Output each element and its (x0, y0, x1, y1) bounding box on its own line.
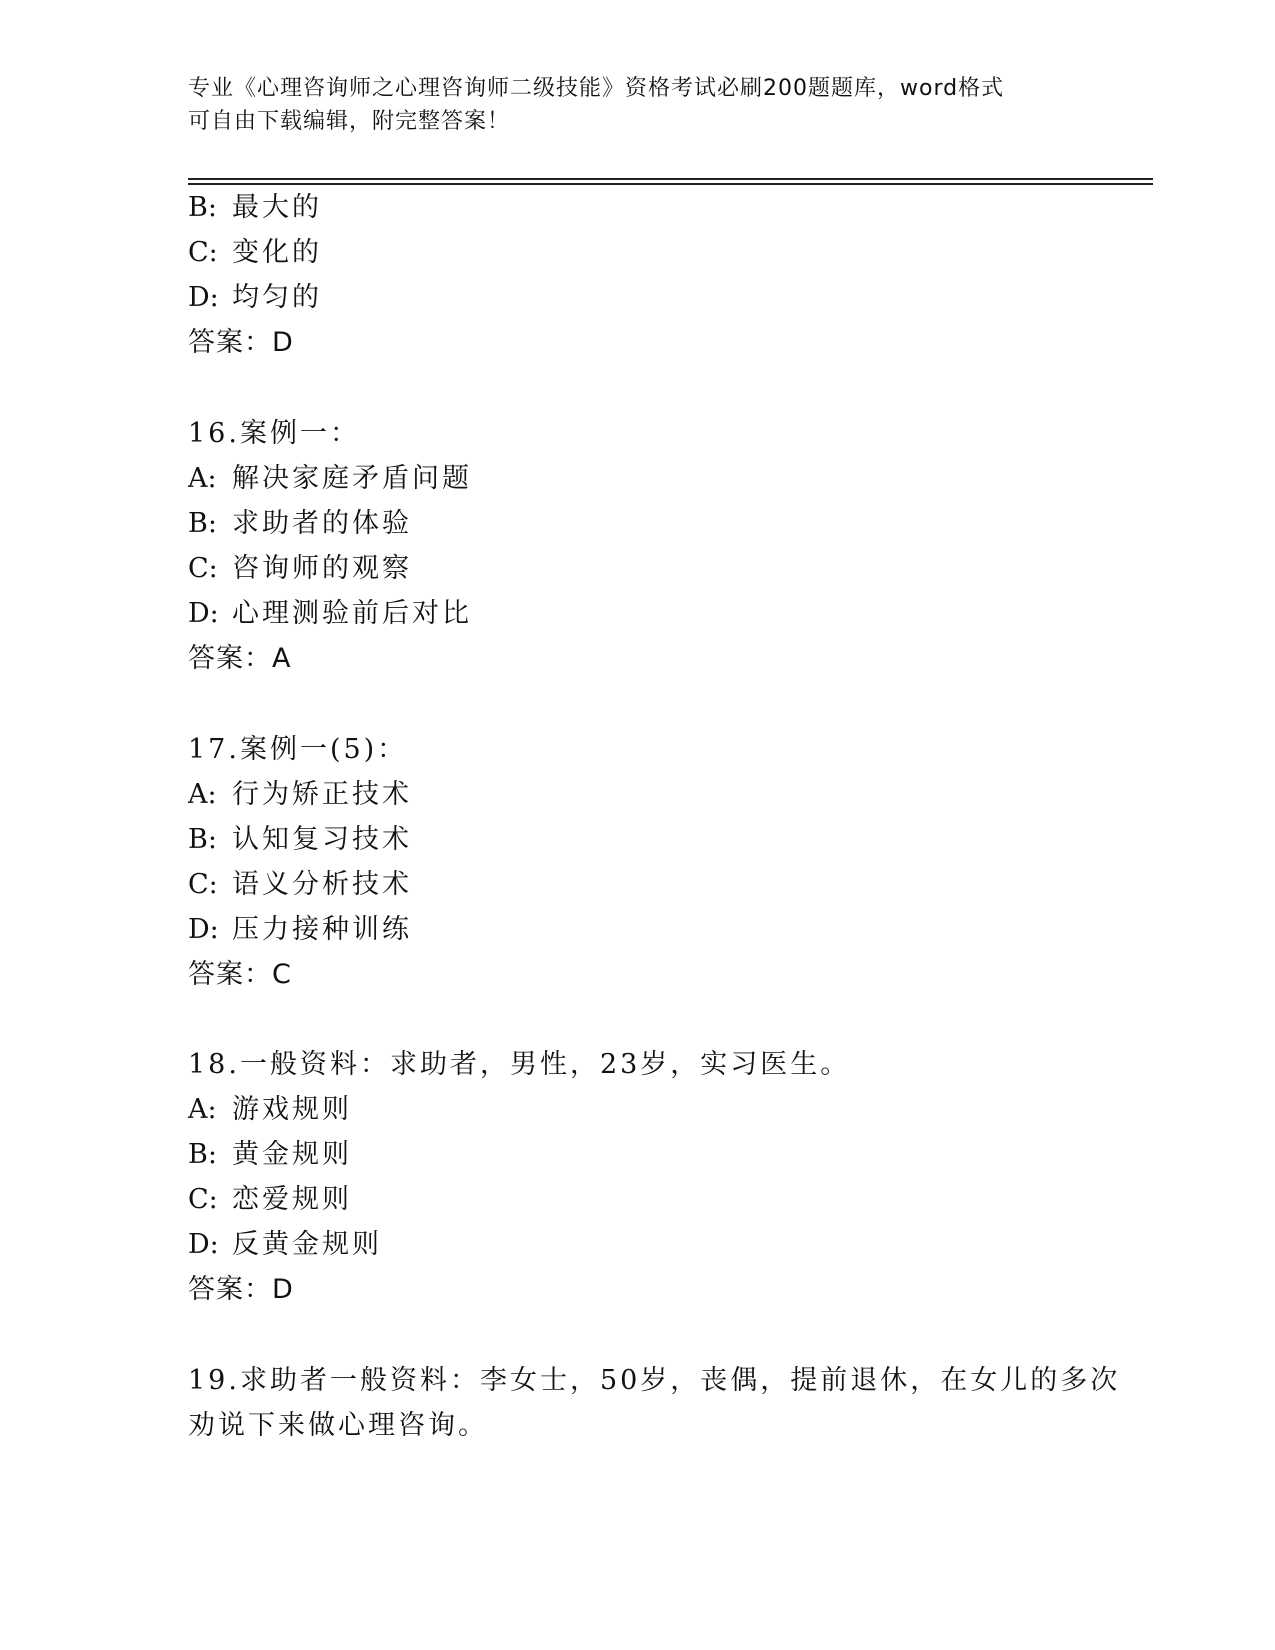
answer-line: 答案：A (188, 643, 292, 674)
option-text: 解决家庭矛盾问题 (232, 463, 472, 494)
question-stem-continuation: 劝说下来做心理咨询。 (188, 1410, 488, 1441)
option-text: 最大的 (232, 192, 322, 223)
option-b (188, 1138, 352, 1172)
option-text: 求助者的体验 (232, 508, 412, 539)
option-text: 游戏规则 (232, 1094, 352, 1125)
option-c (188, 236, 322, 270)
option-label: D: (188, 914, 219, 945)
option-text: 行为矫正技术 (232, 779, 412, 810)
option-d (188, 281, 322, 315)
question-stem: 19.求助者一般资料：李女士，50岁，丧偶，提前退休，在女儿的多次 (188, 1365, 1121, 1396)
option-label: C: (188, 553, 218, 584)
question-stem: 17.案例一(5)： (188, 734, 408, 765)
option-label: C: (188, 237, 218, 268)
option-text: 均匀的 (232, 282, 322, 313)
option-d (188, 1228, 382, 1262)
option-label: C: (188, 869, 218, 900)
option-label: B: (188, 1139, 217, 1170)
option-text: 咨询师的观察 (232, 553, 412, 584)
option-text: 压力接种训练 (232, 914, 412, 945)
option-text: 心理测验前后对比 (232, 598, 472, 629)
option-label: A: (188, 1094, 217, 1125)
option-text: 恋爱规则 (232, 1184, 352, 1215)
header-divider-bottom (188, 183, 1153, 185)
option-b (188, 191, 322, 225)
option-b (188, 823, 412, 857)
option-a (188, 778, 412, 812)
option-text: 黄金规则 (232, 1139, 352, 1170)
answer-line: 答案：D (188, 1274, 294, 1305)
option-c (188, 868, 412, 902)
option-label: A: (188, 463, 217, 494)
option-label: B: (188, 824, 217, 855)
header-line-1: 专业《心理咨询师之心理咨询师二级技能》资格考试必刷200题题库，word格式 (188, 76, 1005, 101)
option-c (188, 1183, 352, 1217)
option-text: 变化的 (232, 237, 322, 268)
option-a (188, 1093, 352, 1127)
option-b (188, 507, 412, 541)
option-text: 语义分析技术 (232, 869, 412, 900)
option-label: D: (188, 1229, 219, 1260)
option-label: A: (188, 779, 217, 810)
option-text: 反黄金规则 (232, 1229, 382, 1260)
option-label: B: (188, 192, 217, 223)
option-label: C: (188, 1184, 218, 1215)
answer-line: 答案：D (188, 327, 294, 358)
option-a (188, 462, 472, 496)
answer-line: 答案：C (188, 959, 292, 990)
option-label: D: (188, 598, 219, 629)
option-d (188, 597, 472, 631)
option-label: B: (188, 508, 217, 539)
option-c (188, 552, 412, 586)
header-line-2: 可自由下载编辑，附完整答案！ (188, 109, 511, 134)
option-label: D: (188, 282, 219, 313)
question-stem: 16.案例一： (188, 418, 360, 449)
option-text: 认知复习技术 (232, 824, 412, 855)
document-header (188, 72, 1088, 138)
question-stem: 18.一般资料：求助者，男性，23岁，实习医生。 (188, 1049, 851, 1080)
header-divider-top (188, 178, 1153, 180)
option-d (188, 913, 412, 947)
